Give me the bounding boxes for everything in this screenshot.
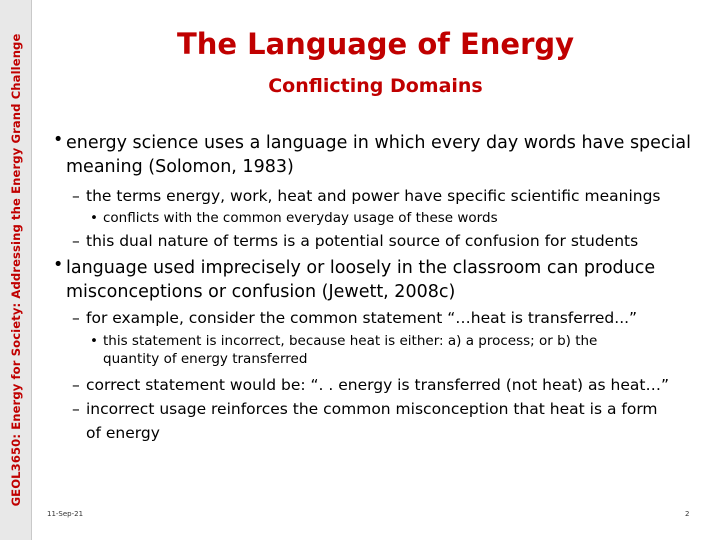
slide-title: The Language of Energy — [176, 27, 575, 61]
slide-subtitle: Conflicting Domains — [268, 75, 483, 97]
bullet-2-sub-2: correct statement would be: “. . energy is transferred (not heat) as heat…” — [86, 376, 669, 394]
sidebar-course-title: GEOL3650: Energy for Society: Addressing the Energy Grand Challenge — [9, 33, 23, 507]
bullet-2-sub-3-line-2: of energy — [86, 424, 160, 442]
bullet-icon: • — [53, 255, 64, 275]
dash-icon: – — [72, 376, 80, 394]
bullet-1-sub-1-detail: conflicts with the common everyday usage of these words — [103, 210, 498, 226]
bullet-2-sub-3-line-1: incorrect usage reinforces the common misconception that heat is a form — [86, 400, 658, 418]
bullet-1-line-2: meaning (Solomon, 1983) — [66, 157, 294, 177]
dash-icon: – — [72, 187, 80, 205]
bullet-1-sub-2: this dual nature of terms is a potential source of confusion for students — [86, 232, 639, 250]
bullet-2-sub-1: for example, consider the common statement “…heat is transferred...” — [86, 309, 638, 327]
small-bullet-icon: • — [90, 333, 98, 349]
bullet-2-line-1: language used imprecisely or loosely in the classroom can produce — [66, 258, 656, 278]
dash-icon: – — [72, 400, 80, 418]
sidebar — [0, 0, 32, 540]
bullet-1-line-1: energy science uses a language in which every day words have special — [66, 133, 692, 153]
footer-date: 11-Sep-21 — [47, 510, 84, 518]
footer-page-number: 2 — [685, 510, 690, 518]
dash-icon: – — [72, 232, 80, 250]
small-bullet-icon: • — [90, 210, 98, 226]
bullet-2-sub-1-detail-line-2: quantity of energy transferred — [103, 351, 308, 367]
bullet-1-sub-1: the terms energy, work, heat and power have specific scientific meanings — [86, 187, 661, 205]
dash-icon: – — [72, 309, 80, 327]
bullet-2-sub-1-detail-line-1: this statement is incorrect, because heat is either: a) a process; or b) the — [103, 333, 598, 349]
bullet-2-line-2: misconceptions or confusion (Jewett, 2008c) — [66, 282, 456, 302]
bullet-icon: • — [53, 130, 64, 150]
